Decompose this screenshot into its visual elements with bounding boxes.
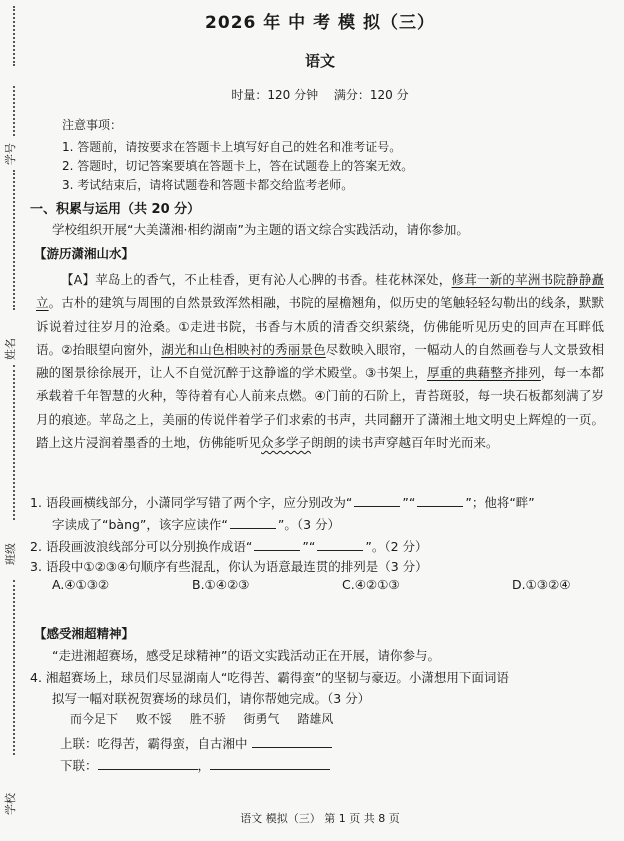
option-a[interactable]: A.④①③②	[52, 577, 110, 592]
note-item: 3. 考试结束后，请将试题卷和答题卡都交给监考老师。	[62, 178, 354, 192]
question-1-cont: 字读成了“bàng”，该字应读作“ ”。（3 分）	[52, 517, 341, 532]
dotted-line	[13, 6, 15, 66]
class-label: 班级	[4, 543, 17, 565]
school-label: 学校	[4, 793, 17, 815]
upper-couplet: 上联：吃得苦，霸得蛮，自古湘中	[60, 734, 332, 752]
word-item: 而今足下	[70, 712, 119, 726]
student-id-label: 学号	[4, 143, 17, 165]
answer-blank[interactable]	[252, 735, 332, 748]
dotted-line	[13, 86, 15, 136]
answer-blank[interactable]	[230, 516, 276, 529]
word-item: 踏雄风	[297, 712, 334, 726]
section-intro: 学校组织开展“大美潇湘·相约湖南”为主题的语文综合实践活动，请你参加。	[52, 222, 469, 237]
student-name-label: 姓名	[4, 338, 17, 360]
dotted-line	[13, 365, 15, 520]
word-item: 败不馁	[135, 712, 172, 726]
page-title: 2026 年 中 考 模 拟（三）	[205, 13, 435, 33]
question-2: 2. 语段画波浪线部分可以分别换作成语“ ”“ ”。（2 分）	[30, 539, 428, 554]
reading-passage	[36, 268, 604, 454]
question-4-cont: 拟写一幅对联祝贺赛场的球员们，请你帮她完成。（3 分）	[52, 691, 371, 706]
answer-blank[interactable]	[254, 538, 300, 551]
word-list	[70, 710, 347, 727]
answer-blank[interactable]	[317, 538, 363, 551]
answer-blank[interactable]	[98, 757, 198, 770]
part-heading: 【感受湘超精神】	[34, 626, 135, 641]
underlined-phrase: 湖光和山色相映衬的秀丽景色	[161, 341, 326, 357]
notes-title: 注意事项：	[62, 118, 123, 132]
time-limit: 时量：120 分钟	[231, 88, 319, 102]
word-item: 街勇气	[243, 712, 280, 726]
underlined-phrase: 修茸一新的苹洲书院静静矗立	[36, 272, 604, 311]
wavy-underlined-phrase: 众多学子	[261, 435, 312, 451]
question-1: 1. 语段画横线部分，小潇同学写错了两个字，应分别改为“ ”“ ”；他将“畔”	[30, 495, 535, 510]
option-d[interactable]: D.①③②④	[512, 577, 571, 592]
answer-blank[interactable]	[354, 494, 400, 507]
note-item: 2. 答题时，切记答案要填在答题卡上，答在试题卷上的答案无效。	[62, 159, 414, 173]
full-score: 满分：120 分	[333, 88, 409, 102]
section-title: 一、积累与运用（共 20 分）	[30, 202, 201, 217]
time-score-line	[30, 86, 610, 103]
dotted-line	[13, 170, 15, 310]
question-3: 3. 语段中①②③④句顺序有些混乱，你认为语意最连贯的排列是（3 分）	[30, 559, 428, 574]
option-c[interactable]: C.④②①③	[342, 577, 400, 592]
answer-blank[interactable]	[417, 494, 463, 507]
page-footer: 语文 模拟（三） 第 1 页 共 8 页	[240, 812, 400, 825]
option-b[interactable]: B.①④②③	[192, 577, 250, 592]
dotted-line	[13, 580, 15, 755]
lower-couplet: 下联： ，	[60, 756, 330, 774]
subject-title: 语文	[304, 52, 335, 70]
note-item: 1. 答题前，请按要求在答题卡上填写好自己的姓名和准考证号。	[62, 140, 402, 154]
answer-blank[interactable]	[210, 757, 330, 770]
word-item: 胜不骄	[189, 712, 226, 726]
question-4: 4. 湘超赛场上，球员们尽显湖南人“吃得苦、霸得蛮”的坚韧与豪迈。小潇想用下面词语	[30, 670, 509, 685]
part-heading: 【游历潇湘山水】	[34, 246, 135, 261]
binding-margin	[0, 0, 40, 841]
passage-paragraph: 【A】苹岛上的香气，不止桂香，更有沁人心脾的书香。桂花林深处，修茸一新的苹洲书院静静矗立。古朴的建筑与周围的自然景致浑然相融，书院的屋檐翘角，似历史的笔触轻轻勾勒出的线条，默默诉说着过往岁月的沧桑。①走进书院，书香与木质的清香交织萦绕，仿佛能听见历史的回声在耳畔低语。②抬眼望向窗外，湖光和山色相映衬的秀丽景色尽数映入眼帘，一幅动人的自然画卷与人文景致相融的图景徐徐展开，让人不自觉沉醉于这静谧的学术殿堂。③书架上，厚重的典藉整齐排列，每一本都承载着千年智慧的火种，等待着有心人前来点燃。④门前的石阶上，青苔斑驳，每一块石板都刻满了岁月的痕迹。苹岛之上，美丽的传说伴着学子们求索的书声，共同翻开了潇湘土地文明史上辉煌的一页。踏上这片浸润着墨香的土地，仿佛能听见众多学子朗朗的读书声穿越百年时光而来。	[36, 272, 604, 451]
underlined-phrase: 厚重的典藉整齐排列	[426, 365, 541, 381]
part-intro: “走进湘超赛场，感受足球精神”的语文实践活动正在开展，请你参与。	[52, 648, 440, 663]
